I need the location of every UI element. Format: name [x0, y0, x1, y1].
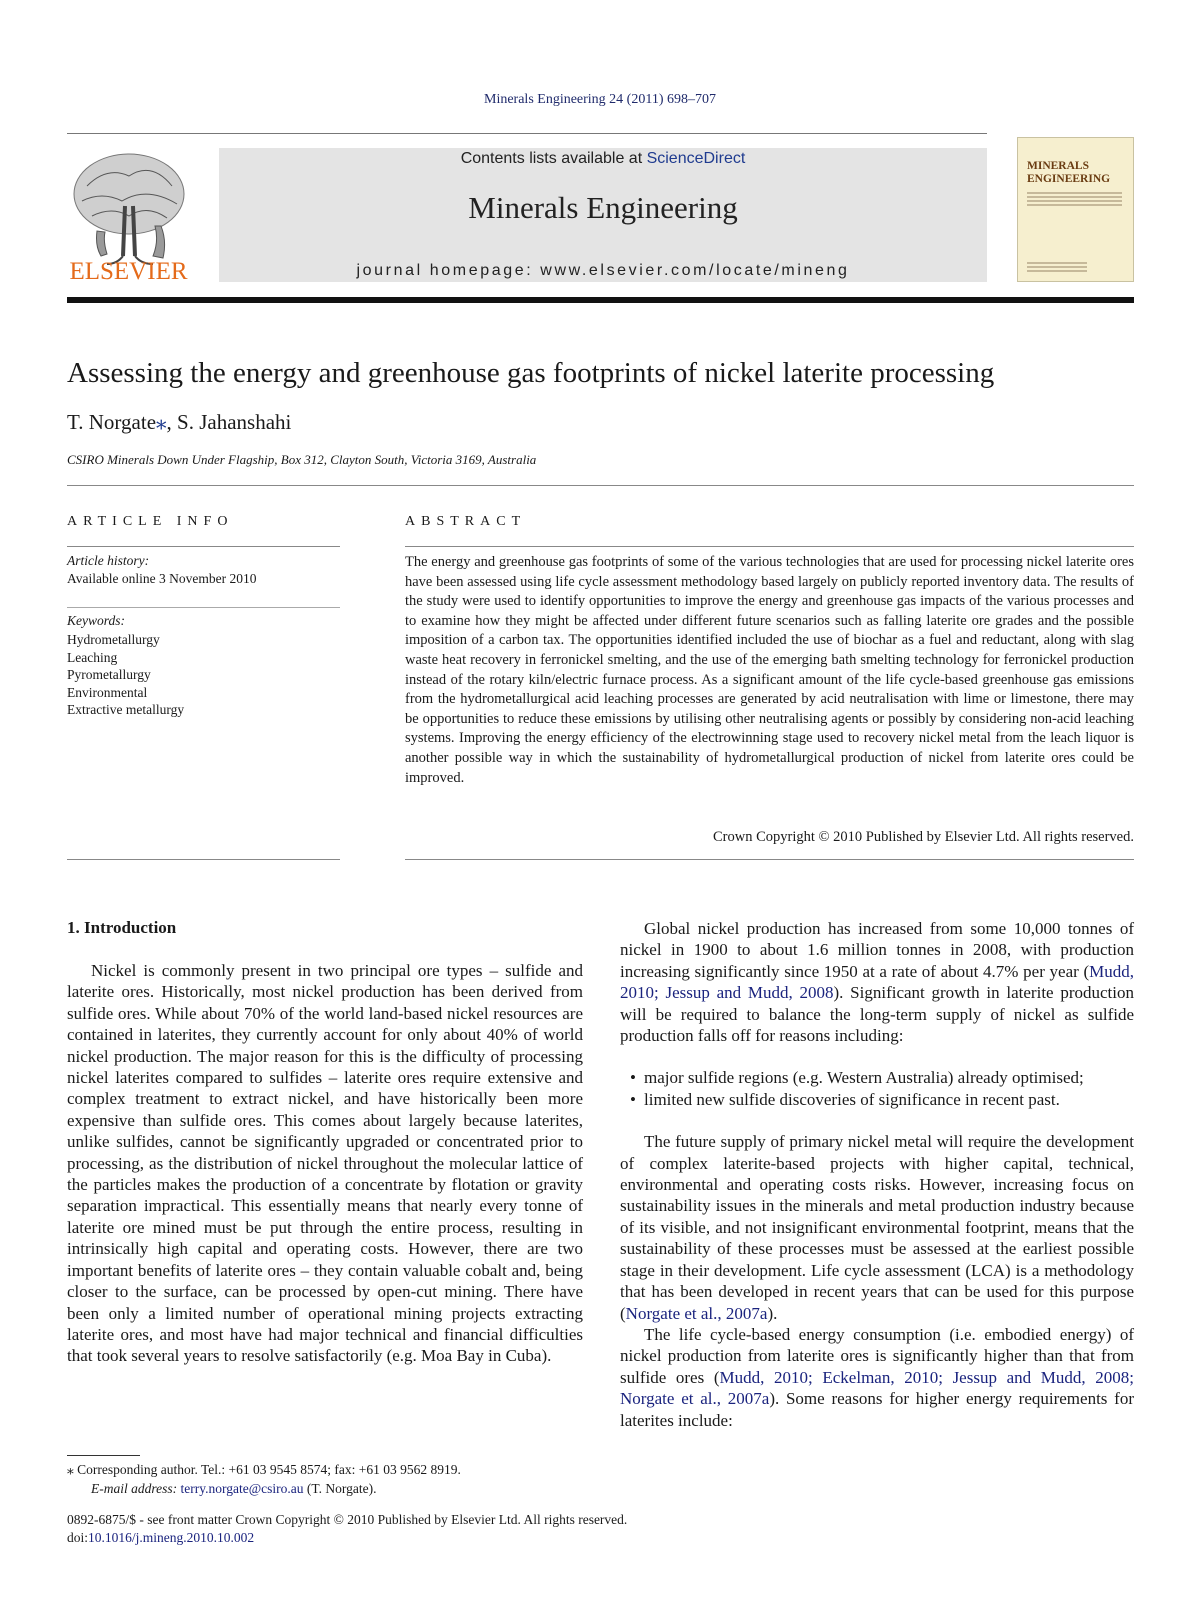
paragraph: [620, 1324, 1134, 1431]
email-link[interactable]: terry.norgate@csiro.au: [180, 1481, 304, 1496]
article-info-divider: [67, 607, 340, 608]
paragraph-text: The future supply of primary nickel metal will require the development of complex laterite-based projects with higher capital, technical, environmental and operating costs risks. However, increasing focus on sustainability issues in the minerals and metal production industry because of its visible, and not insignificant environmental footprint, means that the sustainability of these processes must be assessed at the earliest possible stage in their development. Life cycle assessment (LCA) is a methodology that has been developed in recent years that can be used for this purpose (: [620, 1132, 1134, 1323]
body-right-column: [620, 918, 1134, 1431]
bullet-list: [620, 1067, 1134, 1110]
article-info-bottom-rule: [67, 859, 340, 860]
elsevier-wordmark: ELSEVIER: [69, 258, 188, 285]
contents-line: [219, 150, 987, 168]
article-info-heading: ARTICLE INFO: [67, 514, 234, 529]
paragraph: [620, 1131, 1134, 1324]
list-item-text: limited new sulfide discoveries of significance in recent past.: [644, 1089, 1060, 1109]
email-tail: (T. Norgate).: [303, 1481, 377, 1496]
article-title: Assessing the energy and greenhouse gas footprints of nickel laterite processing: [67, 357, 995, 389]
cover-title: MINERALS ENGINEERING: [1027, 160, 1111, 185]
body-left-column: [67, 960, 583, 1367]
issn-line: 0892-6875/$ - see front matter Crown Copyright © 2010 Published by Elsevier Ltd. All rights reserved.: [67, 1512, 628, 1527]
bullet-icon: •: [630, 1089, 636, 1109]
list-item-text: major sulfide regions (e.g. Western Australia) already optimised;: [644, 1068, 1084, 1088]
paragraph: Nickel is commonly present in two principal ore types – sulfide and laterite ores. Historically, most nickel production has been derived from sulfide ores. While about 70% of the world land-based nickel resources are contained in laterites, they currently account for only about 40% of world nickel production. The major reason for this is the difficulty of processing nickel laterites compared to sulfides – laterite ores require extensive and complex treatment to extract nickel, and have historically been more expensive than sulfide ores. This comes about largely because laterites, unlike sulfides, cannot be significantly upgraded or concentrated prior to processing, as the distribution of nickel throughout the molecular lattice of the particles makes the production of a concentrate by flotation or gravity separation impractical. This essentially means that nearly every tonne of laterite ore mined must be put through the entire process, resulting in intrinsically high capital and operating costs. However, there are two important benefits of laterite ores – they contain valuable cobalt and, being closer to the surface, can be processed by open-cut mining. There have been only a limited number of operational mining projects extracting laterite ores, and most have had major technical and financial difficulties that took several years to resolve satisfactorily (e.g. Moa Bay in Cuba).: [67, 961, 583, 1366]
abstract-copyright: Crown Copyright © 2010 Published by Elsevier Ltd. All rights reserved.: [712, 829, 1134, 845]
cover-footer-lines: [1027, 262, 1087, 274]
corresponding-author-marker[interactable]: ⁎: [156, 410, 167, 434]
footnote-email: [91, 1481, 377, 1497]
citation-link[interactable]: Mudd, 2010; Eckelman, 2010; Jessup and Mudd, 2008; Norgate et al., 2007a: [620, 1367, 1134, 1409]
paragraph-text: Global nickel production has increased from some 10,000 tonnes of nickel in 1900 to about 1.6 million tonnes in 2008, with production increasing significantly since 1950 at a rate of about 4.7% per year (: [620, 919, 1134, 981]
sciencedirect-link[interactable]: ScienceDirect: [646, 150, 746, 167]
journal-cover-thumbnail[interactable]: [1017, 137, 1134, 282]
keyword: Hydrometallurgy: [67, 632, 160, 647]
paragraph-text: ). Significant growth in laterite production will be required to balance the long-term supply of nickel as sulfide production falls off for reasons including:: [620, 983, 1134, 1046]
affiliation-rule: [67, 485, 1134, 486]
paragraph-text: The life cycle-based energy consumption (i.e. embodied energy) of nickel production from laterite ores is significantly higher than that from sulfide ores (: [620, 1324, 1134, 1387]
cover-text-lines: [1027, 192, 1122, 208]
author-jahanshahi: , S. Jahanshahi: [166, 410, 292, 434]
footnote-corresponding-author: ⁎ Corresponding author. Tel.: +61 03 9545 8574; fax: +61 03 9562 8919.: [67, 1462, 461, 1477]
abstract-text: The energy and greenhouse gas footprints of some of the various technologies that are used for processing nickel laterite ores have been assessed using life cycle assessment methodology based largely on publicly reported inventory data. The results of the study were used to identify opportunities to improve the energy and greenhouse gas impacts of the various processes and to examine how they might be affected under different future scenarios such as falling laterite ore grades and the possible imposition of a carbon tax. The opportunities identified included the use of biochar as a fuel and reductant, along with slag waste heat recovery in ferronickel smelting, and the use of the emerging bath smelting technology for ferronickel production instead of the rotary kiln/electric furnace process. As a significant amount of the life cycle-based greenhouse gas emissions from the hydrometallurgical acid leaching processes are generated by acid neutralisation with lime or limestone, there may be opportunities to reduce these emissions by utilising other neutralising agents or possibly by considering non-acid leaching systems. Improving the energy efficiency of the electrowinning stage used to recovery nickel metal from the leach liquor is another possible way in which the sustainability of hydrometallurgical production of nickel from laterite ores could be improved.: [405, 554, 1134, 786]
journal-citation-link[interactable]: Minerals Engineering 24 (2011) 698–707: [484, 92, 716, 107]
keyword: Extractive metallurgy: [67, 702, 185, 717]
header-top-rule: [67, 133, 987, 134]
abstract-bottom-rule: [405, 859, 1134, 860]
doi-line: [67, 1530, 254, 1546]
article-info-rule: [67, 546, 340, 547]
keyword: Environmental: [67, 684, 148, 700]
header-bottom-rule: [67, 297, 1134, 303]
section-heading-introduction: 1. Introduction: [67, 918, 177, 937]
list-item: [630, 1067, 1134, 1088]
article-history-value: Available online 3 November 2010: [67, 571, 257, 586]
email-label: E-mail address:: [91, 1481, 181, 1496]
contents-prefix: Contents lists available at: [460, 150, 647, 167]
journal-homepage[interactable]: journal homepage: www.elsevier.com/locate/mineng: [356, 262, 850, 279]
footnote-rule: [67, 1455, 140, 1456]
journal-name: Minerals Engineering: [468, 190, 738, 225]
doi-link[interactable]: 10.1016/j.mineng.2010.10.002: [88, 1530, 255, 1545]
paragraph-text: ).: [767, 1303, 778, 1323]
list-item: [630, 1089, 1134, 1110]
keyword: Pyrometallurgy: [67, 667, 151, 682]
author-norgate: T. Norgate: [67, 410, 157, 434]
paragraph: [620, 918, 1134, 1046]
paragraph-text: ). Some reasons for higher energy requirements for laterites include:: [620, 1389, 1134, 1430]
bullet-icon: •: [630, 1068, 636, 1088]
abstract-heading: ABSTRACT: [405, 514, 527, 529]
keywords-label: Keywords:: [67, 613, 125, 628]
authors: [67, 410, 291, 435]
keyword: Leaching: [67, 649, 118, 665]
citation-link[interactable]: Norgate et al., 2007a: [625, 1303, 768, 1323]
keywords-list: [67, 631, 184, 719]
doi-prefix: doi:: [67, 1530, 89, 1545]
article-history-label: Article history:: [67, 553, 150, 568]
citation-link[interactable]: Mudd, 2010; Jessup and Mudd, 2008: [620, 961, 1134, 1003]
affiliation: CSIRO Minerals Down Under Flagship, Box 312, Clayton South, Victoria 3169, Australia: [67, 452, 537, 467]
abstract-rule: [405, 546, 1134, 547]
